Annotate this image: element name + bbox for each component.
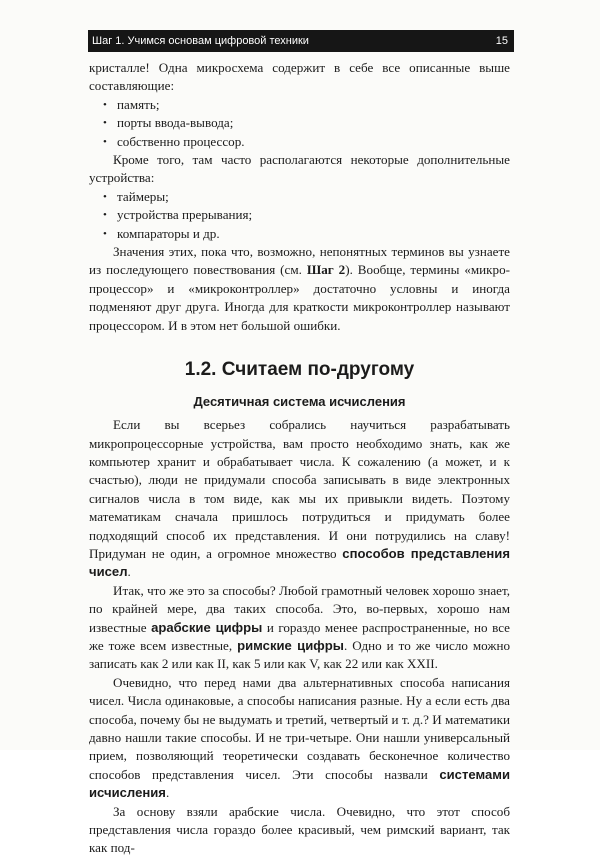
list-item: • таймеры; bbox=[103, 188, 510, 206]
bold-term: системами исчисления bbox=[89, 766, 510, 801]
paragraph-extra-devices: Кроме того, там часто располагаются некоторые дополнительные устройства: bbox=[89, 152, 510, 186]
text-run: . bbox=[165, 785, 170, 801]
text-run: . Одно и то же число можно записать как 2 или как II, как 5 или как V, как 22 или как XXII. bbox=[89, 637, 511, 672]
subsection-title: Десятичная система исчисления bbox=[193, 394, 406, 410]
text-run: Очевидно, что перед нами два альтернативных способа написания чисел. Числа одинаковые, а способы написания разные. Ну а если есть два способа, почему бы не выдумать и третий, четвертый и т. д.? И математики давно нашли такие способы. И не три-четыре. Они нашли универсальный прием, позволяющий теоретически создавать бесконечное количество способов представления чисел. Эти способы назвали bbox=[89, 674, 510, 782]
paragraph-two-ways bbox=[89, 582, 510, 674]
text-run: . bbox=[127, 564, 131, 580]
text-run: Значения этих, пока что, возможно, непонятных терминов вы узнаете из последующего повествования (см. bbox=[89, 244, 510, 278]
running-header bbox=[88, 30, 514, 52]
chapter-title: Шаг 1. Учимся основам цифровой техники bbox=[92, 35, 309, 47]
list-item: • порты ввода-вывода; bbox=[103, 114, 510, 132]
page-number: 15 bbox=[495, 35, 508, 47]
list-item: • собственно процессор. bbox=[103, 133, 510, 151]
list-item: • компараторы и др. bbox=[103, 225, 510, 243]
devices-list bbox=[89, 188, 510, 243]
paragraph-representation bbox=[89, 416, 510, 582]
text-run: Итак, что же это за способы? Любой грамотный человек хорошо знает, по крайней мере, два таких способа. Это, во-первых, хорошо нам известные bbox=[89, 582, 510, 635]
step-reference: Шаг 2 bbox=[306, 262, 346, 278]
text-run: ). Вообще, термины «микро-процессор» и «микроконтроллер» достаточно условны и иногда подменяют друг друга. Иногда для краткости микроконтроллер называют процессором. И в этом нет большой ошибки. bbox=[89, 262, 510, 333]
bold-term: способов представления чисел bbox=[89, 545, 510, 580]
page-body bbox=[89, 59, 510, 858]
bold-term: арабские цифры bbox=[151, 619, 263, 635]
section-title: 1.2. Считаем по-другому bbox=[184, 359, 415, 381]
paragraph-terms bbox=[89, 243, 510, 335]
paragraph-intro: кристалле! Одна микросхема содержит в себе все описанные выше составляющие: bbox=[89, 60, 510, 94]
paragraph-alternatives bbox=[89, 674, 510, 803]
bold-term: римские цифры bbox=[237, 637, 344, 653]
text-run: Если вы всерьез собрались научиться разрабатывать микропроцессорные устройства, вам просто необходимо знать, как же компьютер хранит и обрабатывает числа. К сожалению (а может, и к счастью), люди не придумали способа записывать в виде электронных сигналов числа в том виде, как мы их привыкли видеть. Поэтому математикам сначала пришлось потрудиться и придумать более подходящий способ их представления. И они потрудились на славу! Придуман не один, а огромное множество bbox=[89, 417, 510, 561]
text-run: и гораздо менее распространенные, но все же тоже всем известные, bbox=[89, 619, 510, 653]
paragraph-arabic-basis: За основу взяли арабские числа. Очевидно, что этот способ представления числа гораздо более красивый, чем римский вариант, так как под- bbox=[89, 803, 510, 856]
components-list bbox=[89, 96, 510, 151]
list-item: • память; bbox=[103, 96, 510, 114]
list-item: • устройства прерывания; bbox=[103, 206, 510, 224]
